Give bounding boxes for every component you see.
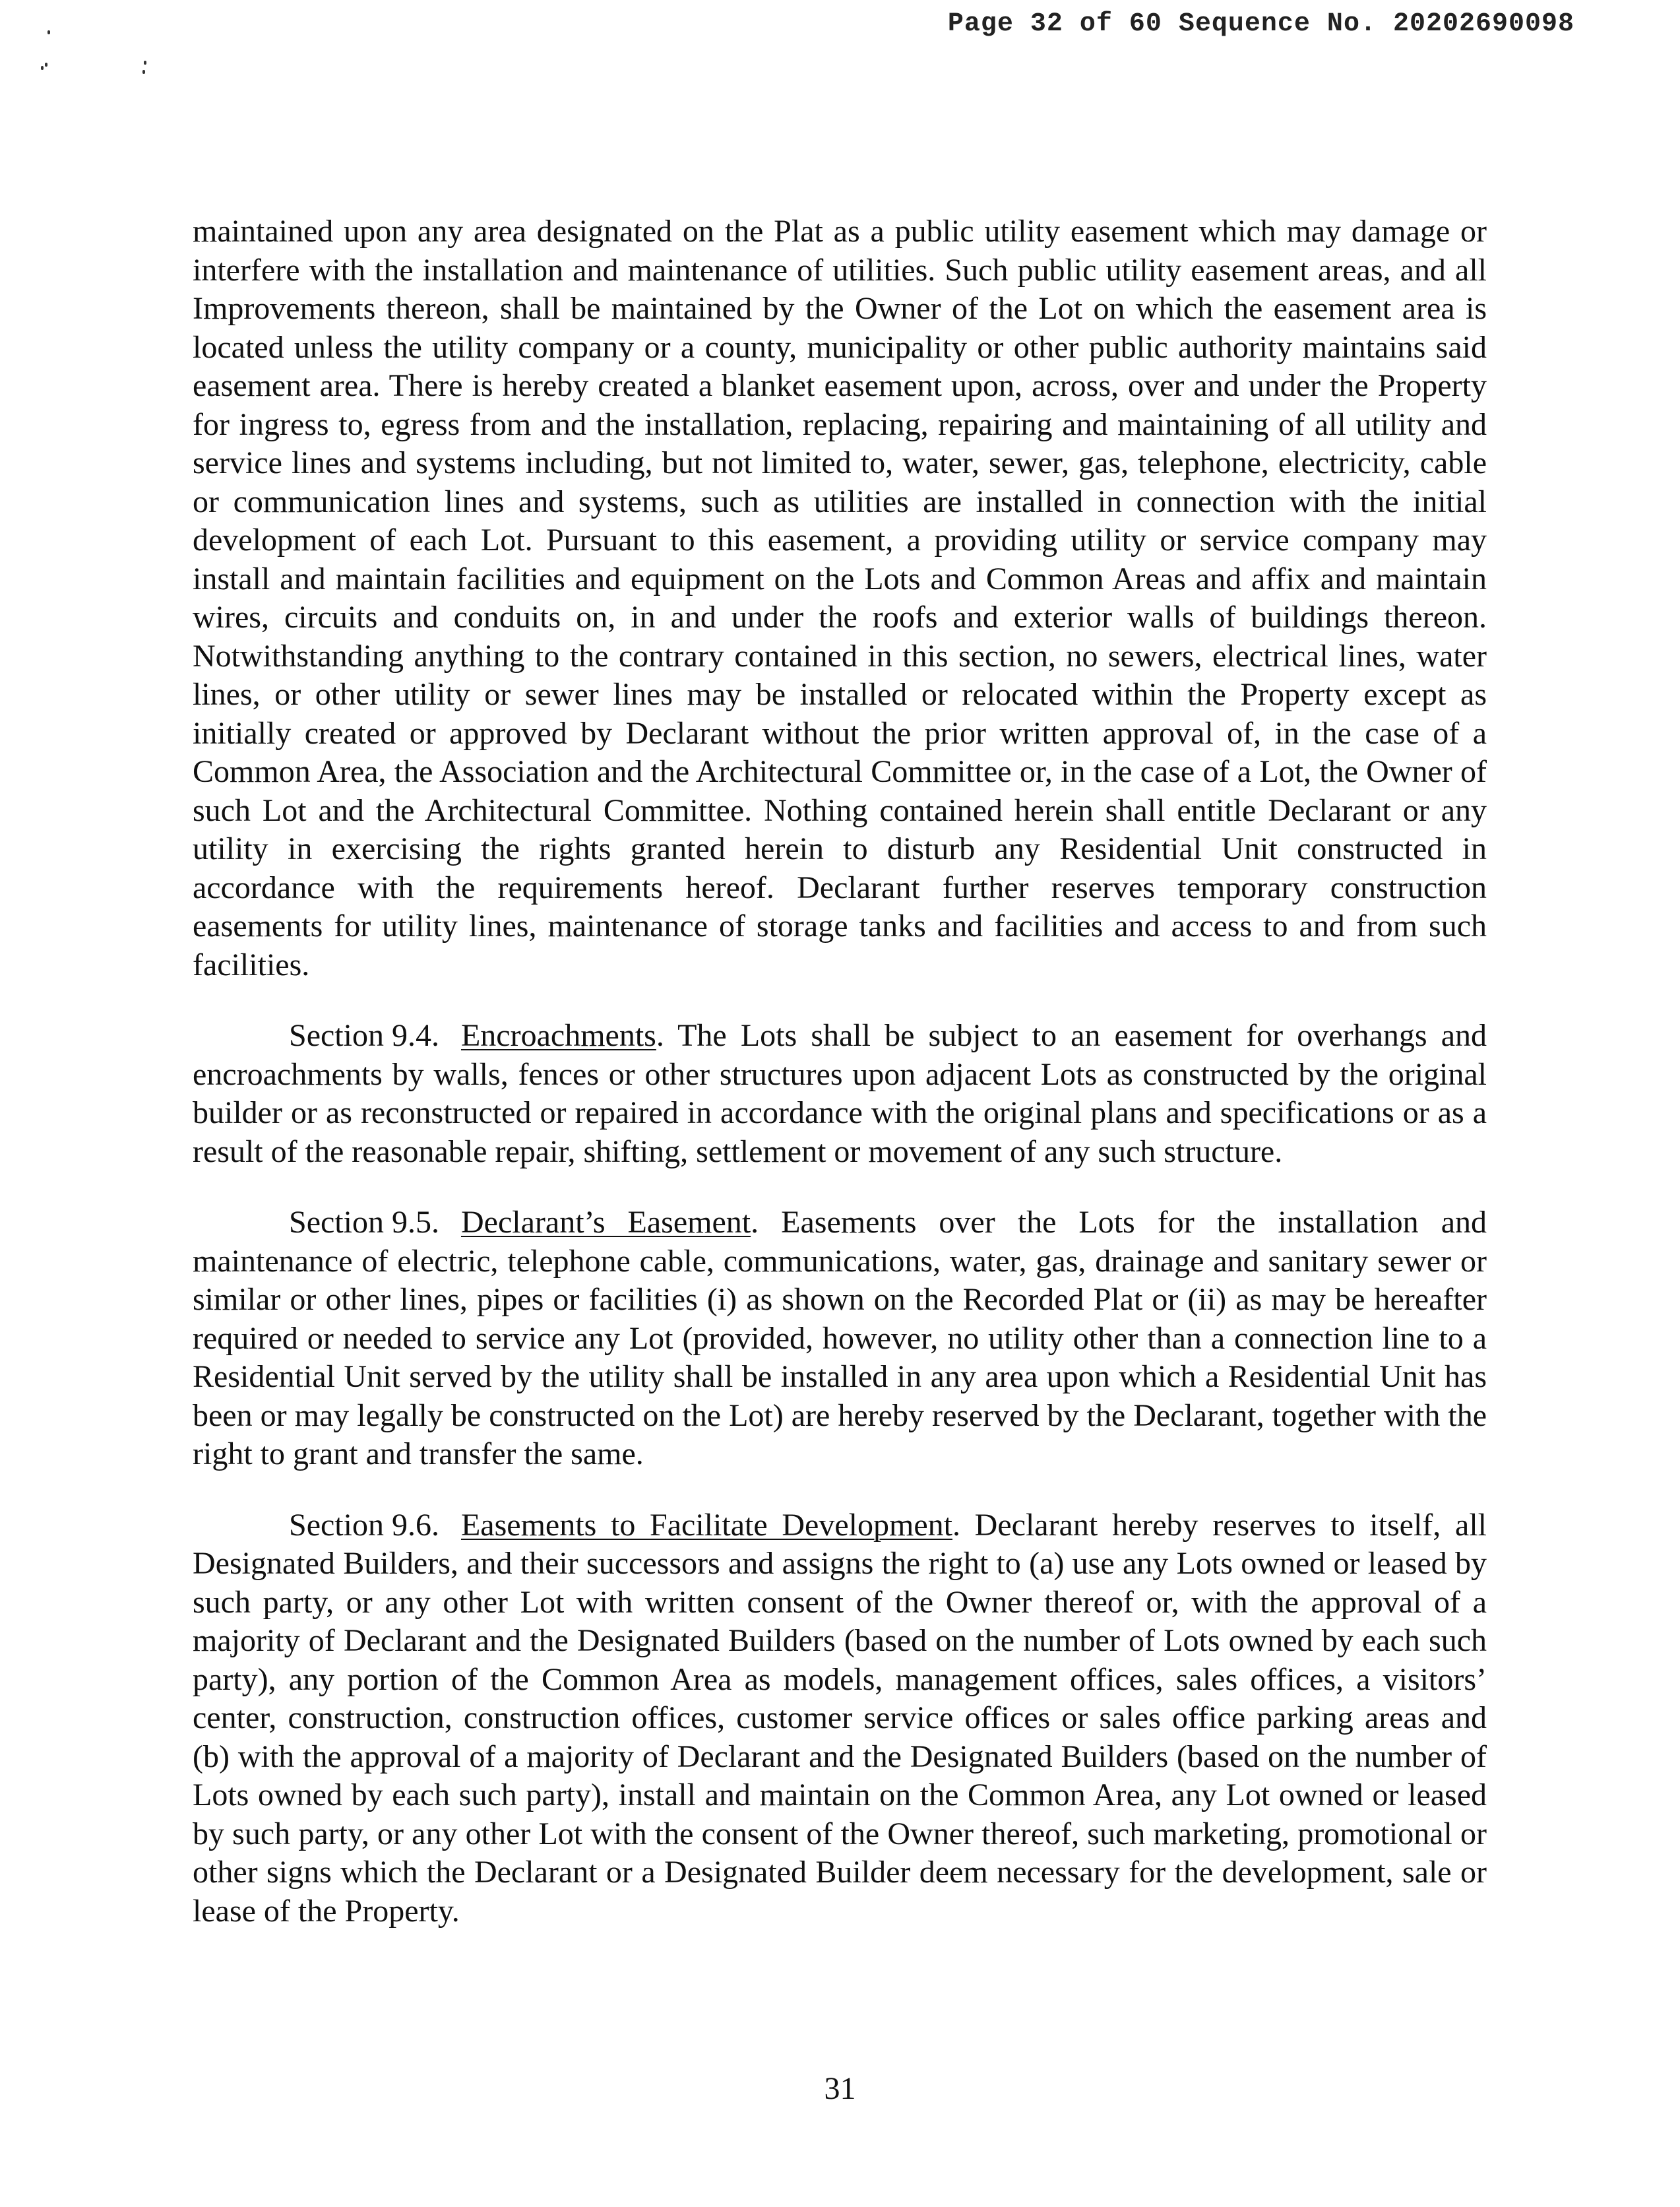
scan-speck — [144, 61, 146, 65]
scan-speck — [142, 70, 145, 74]
section-9-6 — [193, 1506, 1487, 1931]
page-sequence-stamp: Page 32 of 60 Sequence No. 20202690098 — [947, 9, 1574, 39]
section-heading: Declarant’s Easement — [460, 1205, 751, 1240]
section-text: . Easements over the Lots for the installation and maintenance of electric, telephone cable, communications, water, gas, drainage and sanitary sewer or similar or other lines, pipes or facilities (i) as shown on the Recorded Plat or (ii) as may be hereafter required or needed to service any Lot (provided, however, no utility other than a connection line to a Residential Unit served by the utility shall be installed in any area upon which a Residential Unit has been or may legally be constructed on the Lot) are hereby reserved by the Declarant, together with the right to grant and transfer the same. — [193, 1205, 1487, 1471]
section-text: . Declarant hereby reserves to itself, all Designated Builders, and their successors and assigns the right to (a) use any Lots owned or leased by such party, or any other Lot with written consent of the Owner thereof or, with the approval of a majority of Declarant and the Designated Builders (based on the number of Lots owned by each such party), any portion of the Common Area as models, management offices, sales offices, a visitors’ center, construction, construction offices, customer service offices or sales office parking areas and (b) with the approval of a majority of Declarant and the Designated Builders (based on the number of Lots owned by each such party), install and maintain on the Common Area, any Lot owned or leased by such party, or any other Lot with the consent of the Owner thereof, such marketing, promotional or other signs which the Declarant or a Designated Builder deem necessary for the development, sale or lease of the Property. — [193, 1507, 1487, 1929]
section-label: Section 9.4. — [289, 1018, 439, 1053]
section-label: Section 9.5. — [289, 1205, 439, 1240]
page-number: 31 — [824, 2071, 856, 2106]
scan-speck — [45, 63, 47, 67]
section-label: Section 9.6. — [289, 1507, 439, 1543]
scan-speck — [47, 30, 50, 34]
continuation-paragraph: maintained upon any area designated on the Plat as a public utility easement which may damage or interfere with the installation and maintenance of utilities. Such public utility easement areas, and all Improvements thereon, shall be maintained by the Owner of the Lot on which the easement area is located unless the utility company or a county, municipality or other public authority maintains said easement area. There is hereby created a blanket easement upon, across, over and under the Property for ingress to, egress from and the installation, replacing, repairing and maintaining of all utility and service lines and systems including, but not limited to, water, sewer, gas, telephone, electricity, cable or communication lines and systems, such as utilities are installed in connection with the initial development of each Lot. Pursuant to this easement, a providing utility or service company may install and maintain facilities and equipment on the Lots and Common Areas and affix and maintain wires, circuits and conduits on, in and under the roofs and exterior walls of buildings thereon. Notwithstanding anything to the contrary contained in this section, no sewers, electrical lines, water lines, or other utility or sewer lines may be installed or relocated within the Property except as initially created or approved by Declarant without the prior written approval of, in the case of a Common Area, the Association and the Architectural Committee or, in the case of a Lot, the Owner of such Lot and the Architectural Committee. Nothing contained herein shall entitle Declarant or any utility in exercising the rights granted herein to disturb any Residential Unit constructed in accordance with the requirements hereof. Declarant further reserves temporary construction easements for utility lines, maintenance of storage tanks and facilities and access to and from such facilities. — [193, 214, 1487, 982]
section-text: . The Lots shall be subject to an easement for overhangs and encroachments by walls, fences or other structures upon adjacent Lots as constructed by the original builder or as reconstructed or repaired in accordance with the original plans and specifications or as a result of the reasonable repair, shifting, settlement or movement of any such structure. — [193, 1018, 1487, 1169]
section-heading: Encroachments — [460, 1018, 656, 1053]
section-9-5 — [193, 1203, 1487, 1474]
document-body — [193, 212, 1487, 1963]
section-heading: Easements to Facilitate Development — [460, 1507, 952, 1543]
section-9-4 — [193, 1017, 1487, 1171]
scan-speck — [41, 66, 44, 70]
